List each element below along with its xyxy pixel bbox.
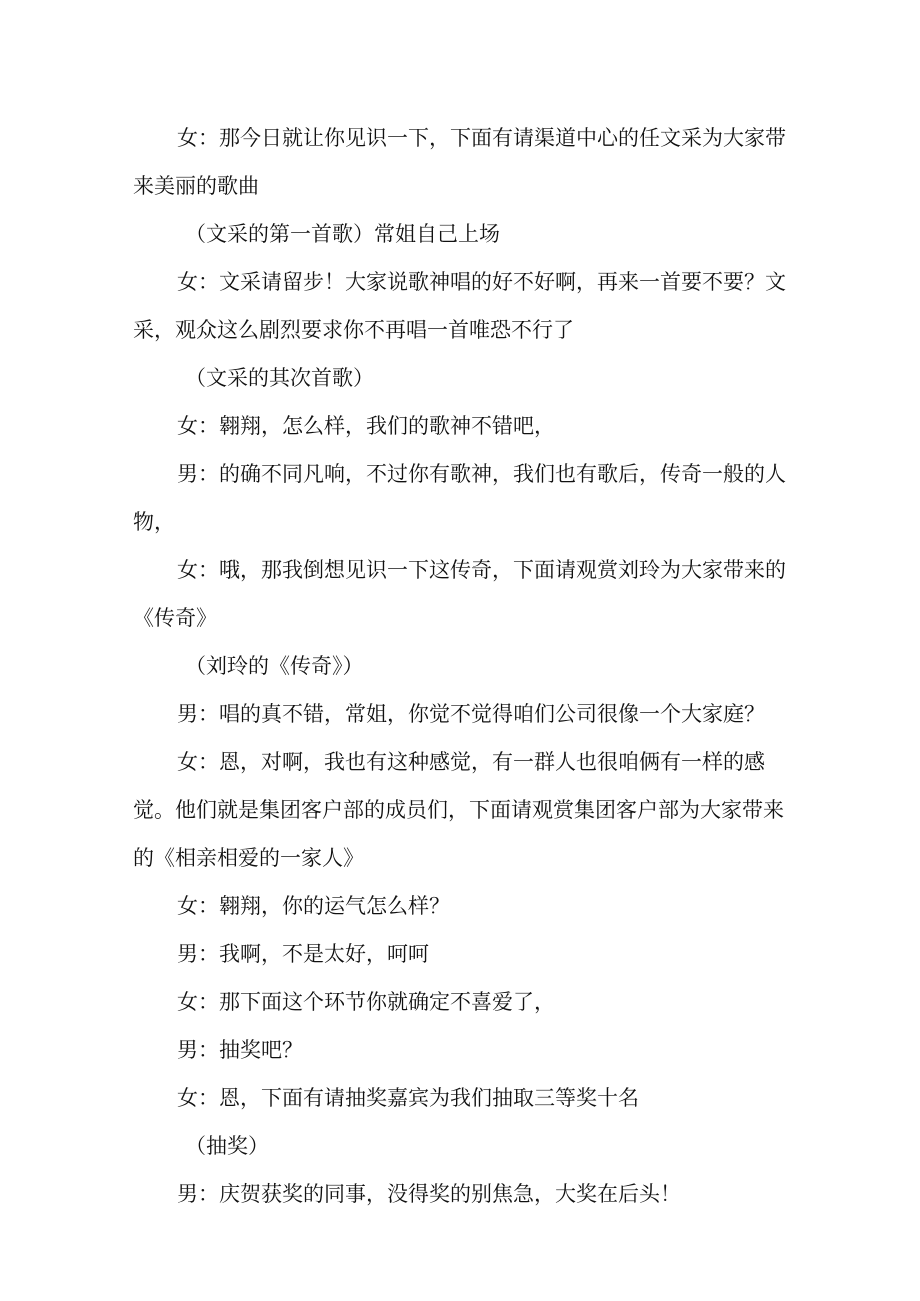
dialogue-line: 女：恩，对啊，我也有这种感觉，有一群人也很咱俩有一样的感觉。他们就是集团客户部的成员们，下面请观赏集团客户部为大家带来的《相亲相爱的一家人》 (133, 750, 784, 870)
dialogue-line: 男：唱的真不错，常姐，你觉不觉得咱们公司很像一个大家庭？ (177, 702, 765, 726)
stage-direction: （文采的第一首歌）常姐自己上场 (185, 222, 500, 246)
stage-direction: （文采的其次首歌） (185, 366, 374, 390)
dialogue-line: 女：那下面这个环节你就确定不喜爱了， (177, 990, 555, 1014)
dialogue-line: 女：翱翔，怎么样，我们的歌神不错吧， (177, 414, 555, 438)
script-body (133, 114, 793, 1218)
dialogue-line: 男：庆贺获奖的同事，没得奖的别焦急，大奖在后头！ (177, 1182, 681, 1206)
dialogue-line: 女：那今日就让你见识一下，下面有请渠道中心的任文采为大家带来美丽的歌曲 (133, 126, 786, 198)
stage-direction: （刘玲的《传奇》） (185, 654, 364, 678)
dialogue-line: 男：我啊，不是太好，呵呵 (177, 942, 429, 966)
dialogue-line: 女：哦，那我倒想见识一下这传奇，下面请观赏刘玲为大家带来的《传奇》 (133, 558, 786, 630)
dialogue-line: 男：的确不同凡响，不过你有歌神，我们也有歌后，传奇一般的人物， (133, 462, 786, 534)
dialogue-line: 男：抽奖吧？ (177, 1038, 303, 1062)
dialogue-line: 女：翱翔，你的运气怎么样？ (177, 894, 450, 918)
dialogue-line: 女：恩，下面有请抽奖嘉宾为我们抽取三等奖十名 (177, 1086, 639, 1110)
dialogue-line: 女：文采请留步！大家说歌神唱的好不好啊，再来一首要不要？文采，观众这么剧烈要求你不再唱一首唯恐不行了 (133, 270, 786, 342)
stage-direction: （抽奖） (185, 1134, 269, 1158)
